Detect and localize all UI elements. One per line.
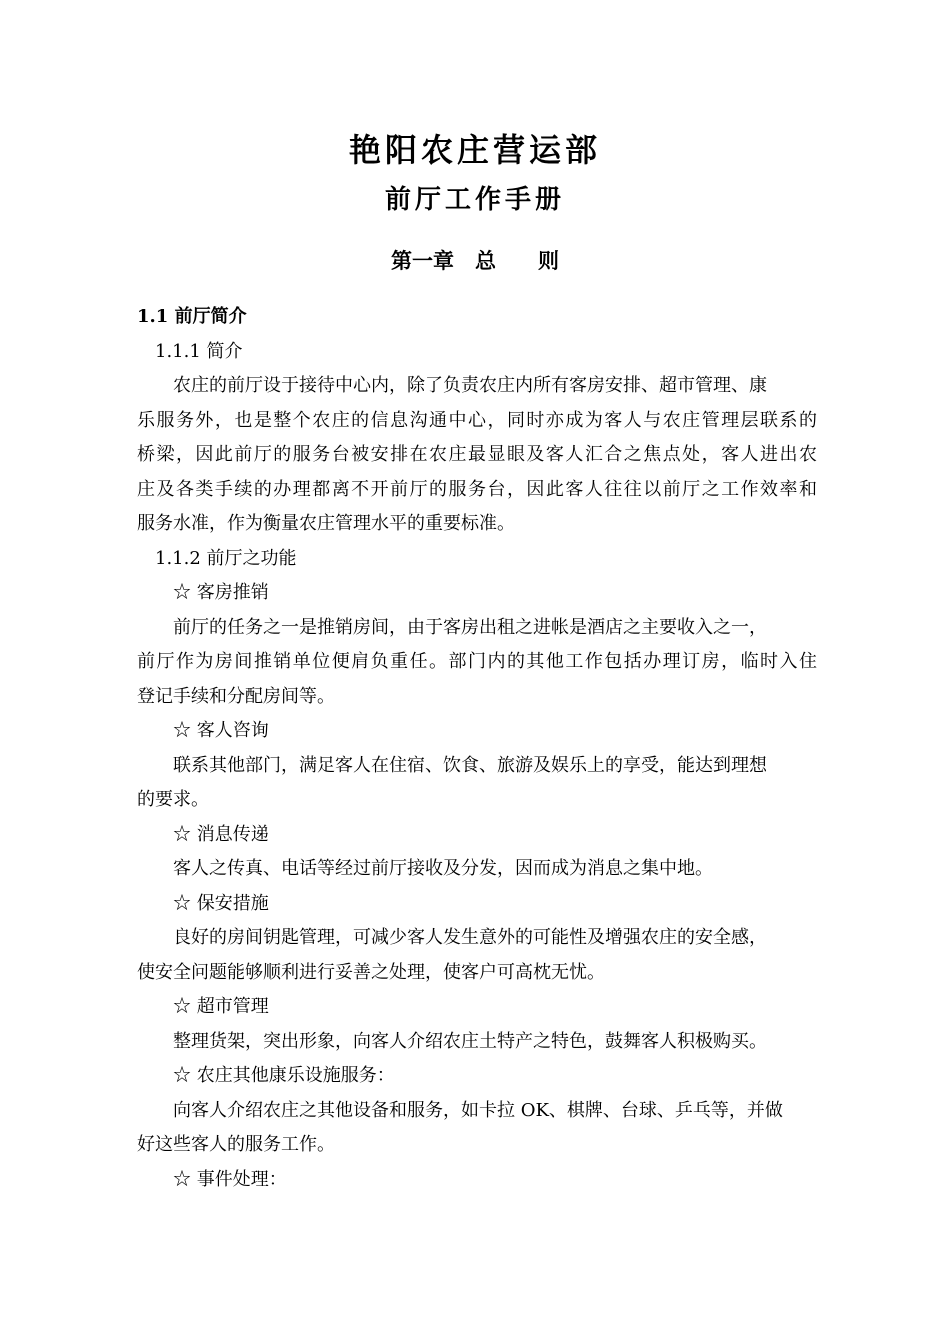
paragraph-line: 向客人介绍农庄之其他设备和服务，如卡拉 OK、棋牌、台球、乒乓等，并做: [173, 1099, 783, 1121]
bullet-heading-market: ☆ 超市管理: [173, 996, 269, 1017]
bullet-heading-room-sales: ☆ 客房推销: [173, 582, 269, 603]
paragraph-line: 良好的房间钥匙管理，可减少客人发生意外的可能性及增强农庄的安全感，: [173, 927, 767, 948]
paragraph-line: 前厅作为房间推销单位便肩负重任。部门内的其他工作包括办理订房，临时入住: [137, 651, 817, 672]
paragraph-line: 乐服务外，也是整个农庄的信息沟通中心，同时亦成为客人与农庄管理层联系的: [137, 409, 817, 431]
paragraph-line: 使安全问题能够顺利进行妥善之处理，使客户可高枕无忧。: [137, 961, 605, 983]
section-heading-1-1: 1.1 前厅简介: [137, 306, 247, 327]
paragraph-line: 登记手续和分配房间等。: [137, 685, 335, 707]
bullet-heading-message: ☆ 消息传递: [173, 823, 269, 845]
subsection-heading-1-1-1: 1.1.1 简介: [155, 340, 243, 362]
paragraph-line: 整理货架，突出形象，向客人介绍农庄土特产之特色，鼓舞客人积极购买。: [173, 1030, 767, 1052]
bullet-heading-recreation: ☆ 农庄其他康乐设施服务：: [173, 1065, 395, 1086]
document-body: [137, 300, 817, 1197]
paragraph-line: 的要求。: [137, 789, 209, 810]
document-title: 艳阳农庄营运部: [348, 131, 601, 169]
paragraph-line: 客人之传真、电话等经过前厅接收及分发，因而成为消息之集中地。: [173, 858, 713, 879]
paragraph-line: 服务水准，作为衡量农庄管理水平的重要标准。: [137, 513, 515, 534]
document-subtitle: 前厅工作手册: [384, 185, 565, 215]
bullet-heading-security: ☆ 保安措施: [173, 892, 269, 914]
paragraph-line: 桥梁，因此前厅的服务台被安排在农庄最显眼及客人汇合之焦点处，客人进出农: [137, 444, 817, 465]
paragraph-line: 前厅的任务之一是推销房间，由于客房出租之进帐是酒店之主要收入之一，: [173, 616, 767, 638]
chapter-heading: 第一章 总 则: [391, 248, 559, 273]
paragraph-line: 好这些客人的服务工作。: [137, 1134, 335, 1155]
bullet-heading-inquiry: ☆ 客人咨询: [173, 720, 269, 741]
paragraph-line: 联系其他部门，满足客人在住宿、饮食、旅游及娱乐上的享受，能达到理想: [173, 754, 767, 776]
paragraph-line: 庄及各类手续的办理都离不开前厅的服务台，因此客人往往以前厅之工作效率和: [137, 478, 817, 500]
paragraph-line: 农庄的前厅设于接待中心内，除了负责农庄内所有客房安排、超市管理、康: [173, 375, 767, 396]
subsection-heading-1-1-2: 1.1.2 前厅之功能: [155, 547, 297, 569]
bullet-heading-incident: ☆ 事件处理：: [173, 1168, 287, 1190]
